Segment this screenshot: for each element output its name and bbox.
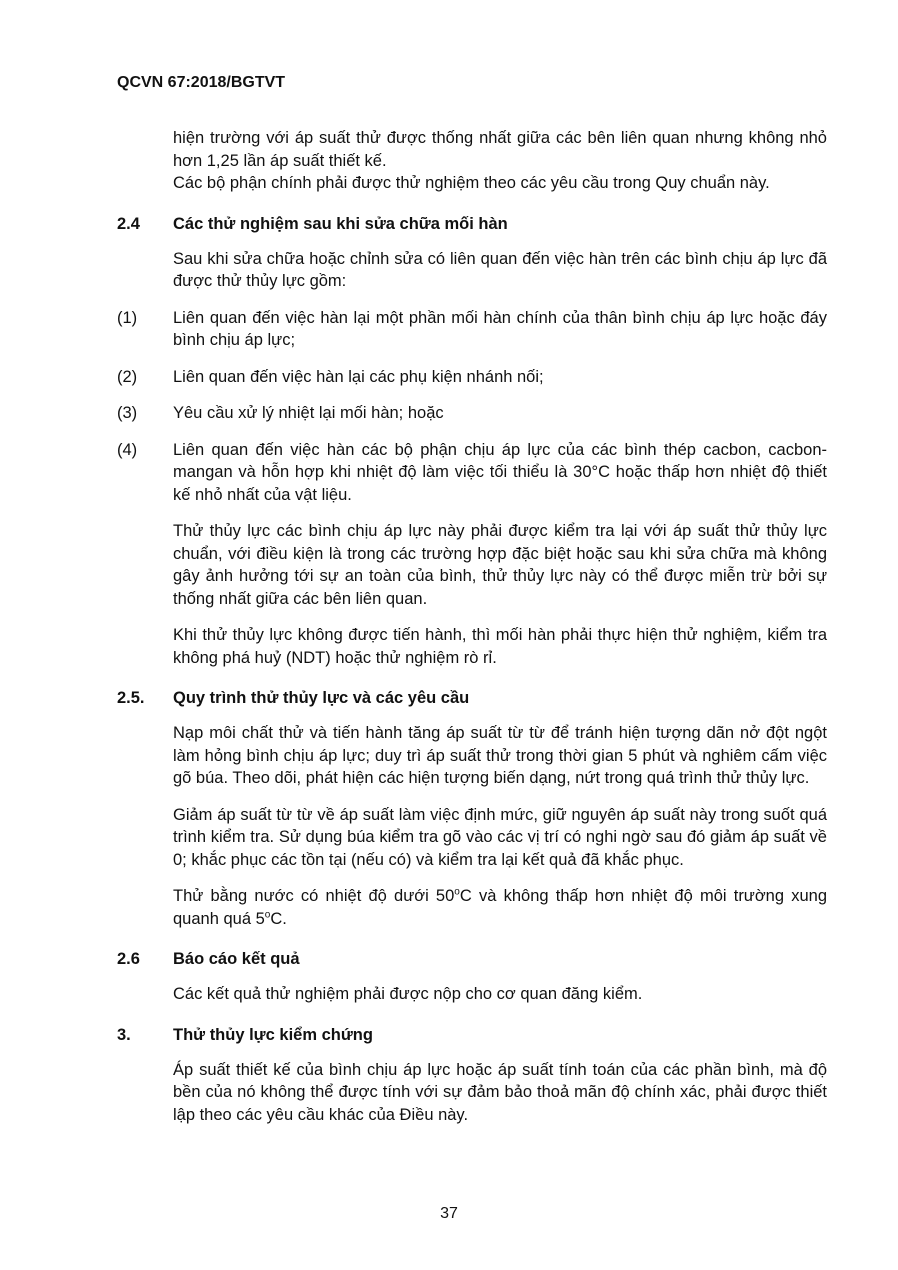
list-item-number: (3) <box>117 404 138 422</box>
section-2-4-heading <box>117 213 827 235</box>
list-item <box>117 439 827 507</box>
list-item-text: Liên quan đến việc hàn lại một phần mối hàn chính của thân bình chịu áp lực hoặc đáy bình chịu áp lực; <box>173 308 827 349</box>
section-2-5-paragraph-1: Nạp môi chất thử và tiến hành tăng áp suất từ từ để tránh hiện tượng dãn nở đột ngột làm hỏng bình chịu áp lực; duy trì áp suất thử trong thời gian 5 phút và nghiêm cấm việc gõ búa. Theo dõi, phát hiện các hiện tượng biến dạng, nứt trong quá trình thử thủy lực. <box>173 724 827 787</box>
list-item <box>117 402 827 425</box>
degree-mark: o <box>454 886 460 898</box>
section-3-paragraph: Áp suất thiết kế của bình chịu áp lực hoặc áp suất tính toán của các phần bình, mà độ bền của nó không thể được tính với sự đảm bảo thoả mãn độ chính xác, phải được thiết lập theo các yêu cầu khác của Điều này. <box>173 1060 827 1124</box>
section-title: Báo cáo kết quả <box>173 950 300 968</box>
intro-paragraph-2: Các bộ phận chính phải được thử nghiệm theo các yêu cầu trong Quy chuẩn này. <box>173 174 770 192</box>
list-item-text: Liên quan đến việc hàn các bộ phận chịu áp lực của các bình thép cacbon, cacbon-mangan và hỗn hợp khi nhiệt độ làm việc tối thiểu là 30°C hoặc thấp hơn nhiệt độ thiết kế nhỏ nhất của vật liệu. <box>173 440 827 504</box>
text-segment: C. <box>270 909 287 928</box>
document-body <box>117 127 827 1140</box>
page-number: 37 <box>440 1205 458 1222</box>
list-item <box>117 307 827 352</box>
section-title: Quy trình thử thủy lực và các yêu cầu <box>173 689 470 707</box>
section-title: Thử thủy lực kiểm chứng <box>173 1025 373 1044</box>
section-2-5-paragraph-3 <box>173 885 827 930</box>
text-segment: Thử bằng nước có nhiệt độ dưới 50 <box>173 887 455 905</box>
section-2-6-heading <box>117 948 827 970</box>
section-number: 3. <box>117 1025 131 1044</box>
section-number: 2.4 <box>117 214 140 233</box>
list-item-number: (4) <box>117 440 138 459</box>
section-2-5-paragraph-2: Giảm áp suất từ từ về áp suất làm việc định mức, giữ nguyên áp suất này trong suốt quá trình kiểm tra. Sử dụng búa kiểm tra gõ vào các vị trí có nghi ngờ sau đó giảm áp suất về 0; khắc phục các tồn tại (nếu có) và kiểm tra lại kết quả đã khắc phục. <box>173 805 827 869</box>
degree-mark: o <box>264 909 271 920</box>
section-number: 2.6 <box>117 950 140 968</box>
list-item-text: Liên quan đến việc hàn lại các phụ kiện nhánh nối; <box>173 367 544 386</box>
section-3-heading <box>117 1024 827 1046</box>
list-item-number: (1) <box>117 308 138 327</box>
section-number: 2.5. <box>117 689 145 707</box>
section-2-4-lead: Sau khi sửa chữa hoặc chỉnh sửa có liên quan đến việc hàn trên các bình chịu áp lực đã được thử thủy lực gồm: <box>173 249 827 290</box>
intro-paragraph-1: hiện trường với áp suất thử được thống nhất giữa các bên liên quan nhưng không nhỏ hơn 1,25 lần áp suất thiết kế. <box>173 129 827 170</box>
section-2-4-paragraph-1: Thử thủy lực các bình chịu áp lực này phải được kiểm tra lại với áp suất thử thủy lực chuẩn, với điều kiện là trong các trường hợp đặc biệt hoặc sau khi sửa chữa mà không gây ảnh hưởng tới sự an toàn của bình, thử thủy lực này có thể được miễn trừ bởi sự thống nhất giữa các bên liên quan. <box>173 522 827 608</box>
section-2-6-paragraph: Các kết quả thử nghiệm phải được nộp cho cơ quan đăng kiểm. <box>173 985 643 1003</box>
section-2-5-heading <box>117 687 827 709</box>
section-title: Các thử nghiệm sau khi sửa chữa mối hàn <box>173 214 508 233</box>
document-header: QCVN 67:2018/BGTVT <box>117 74 286 91</box>
section-2-4-paragraph-2: Khi thử thủy lực không được tiến hành, thì mối hàn phải thực hiện thử nghiệm, kiểm tra không phá huỷ (NDT) hoặc thử nghiệm rò rỉ. <box>173 626 827 667</box>
list-item <box>117 366 827 389</box>
list-item-number: (2) <box>117 367 138 386</box>
list-item-text: Yêu cầu xử lý nhiệt lại mối hàn; hoặc <box>173 404 444 422</box>
text-segment: C và không thấp hơn nhiệt độ môi trường xung quanh quá 5 <box>173 887 828 928</box>
